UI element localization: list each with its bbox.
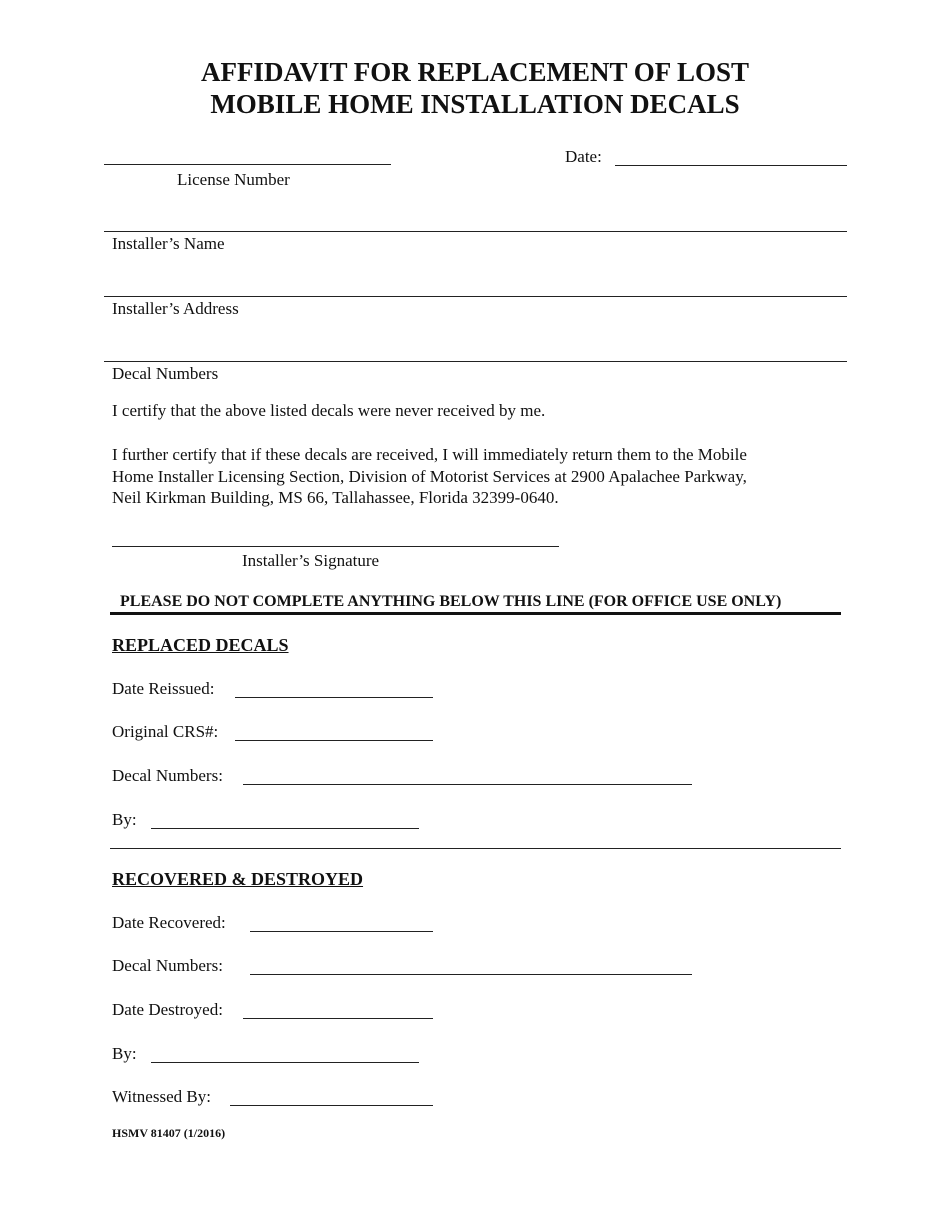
decal-numbers-field[interactable] [104, 361, 847, 362]
office-use-notice: PLEASE DO NOT COMPLETE ANYTHING BELOW THIS LINE (FOR OFFICE USE ONLY) [120, 593, 782, 610]
further-certify-line-3: Neil Kirkman Building, MS 66, Tallahassee, Florida 32399-0640. [112, 488, 559, 507]
replaced-decal-numbers-label: Decal Numbers: [112, 766, 223, 785]
installer-address-field[interactable] [104, 296, 847, 297]
installer-name-label: Installer’s Name [112, 234, 225, 253]
office-use-divider [110, 612, 841, 615]
recovered-decal-numbers-label: Decal Numbers: [112, 956, 223, 975]
section-divider [110, 848, 841, 849]
date-reissued-label: Date Reissued: [112, 679, 215, 698]
recovered-decal-numbers-field[interactable] [250, 974, 692, 975]
date-destroyed-field[interactable] [243, 1018, 433, 1019]
form-title-line-2: MOBILE HOME INSTALLATION DECALS [210, 89, 740, 119]
date-destroyed-label: Date Destroyed: [112, 1000, 223, 1019]
certify-statement: I certify that the above listed decals were never received by me. [112, 401, 546, 420]
further-certify-statement [112, 444, 852, 509]
installer-signature-label: Installer’s Signature [242, 551, 380, 570]
license-number-label: License Number [177, 170, 290, 189]
further-certify-line-2: Home Installer Licensing Section, Division of Motorist Services at 2900 Apalachee Parkway, [112, 466, 747, 486]
witnessed-by-label: Witnessed By: [112, 1087, 211, 1106]
original-crs-label: Original CRS#: [112, 722, 219, 741]
date-label: Date: [565, 147, 602, 166]
form-number: HSMV 81407 (1/2016) [112, 1126, 226, 1140]
date-field[interactable] [615, 165, 847, 166]
replaced-decal-numbers-field[interactable] [243, 784, 692, 785]
replaced-by-label: By: [112, 810, 137, 829]
date-recovered-field[interactable] [250, 931, 433, 932]
date-reissued-field[interactable] [235, 697, 433, 698]
replaced-by-field[interactable] [151, 828, 419, 829]
installer-name-field[interactable] [104, 231, 847, 232]
witnessed-by-field[interactable] [230, 1105, 433, 1106]
date-recovered-label: Date Recovered: [112, 913, 226, 932]
installer-signature-field[interactable] [112, 546, 559, 547]
recovered-by-field[interactable] [151, 1062, 419, 1063]
original-crs-field[interactable] [235, 740, 433, 741]
decal-numbers-label: Decal Numbers [112, 364, 219, 383]
form-title-line-1: AFFIDAVIT FOR REPLACEMENT OF LOST [200, 57, 750, 87]
recovered-by-label: By: [112, 1044, 137, 1063]
replaced-decals-heading: REPLACED DECALS [112, 635, 289, 655]
license-number-field[interactable] [104, 164, 391, 165]
recovered-destroyed-heading: RECOVERED & DESTROYED [112, 869, 364, 889]
further-certify-line-1: I further certify that if these decals are received, I will immediately return them to the Mobile [112, 445, 747, 464]
installer-address-label: Installer’s Address [112, 299, 239, 318]
